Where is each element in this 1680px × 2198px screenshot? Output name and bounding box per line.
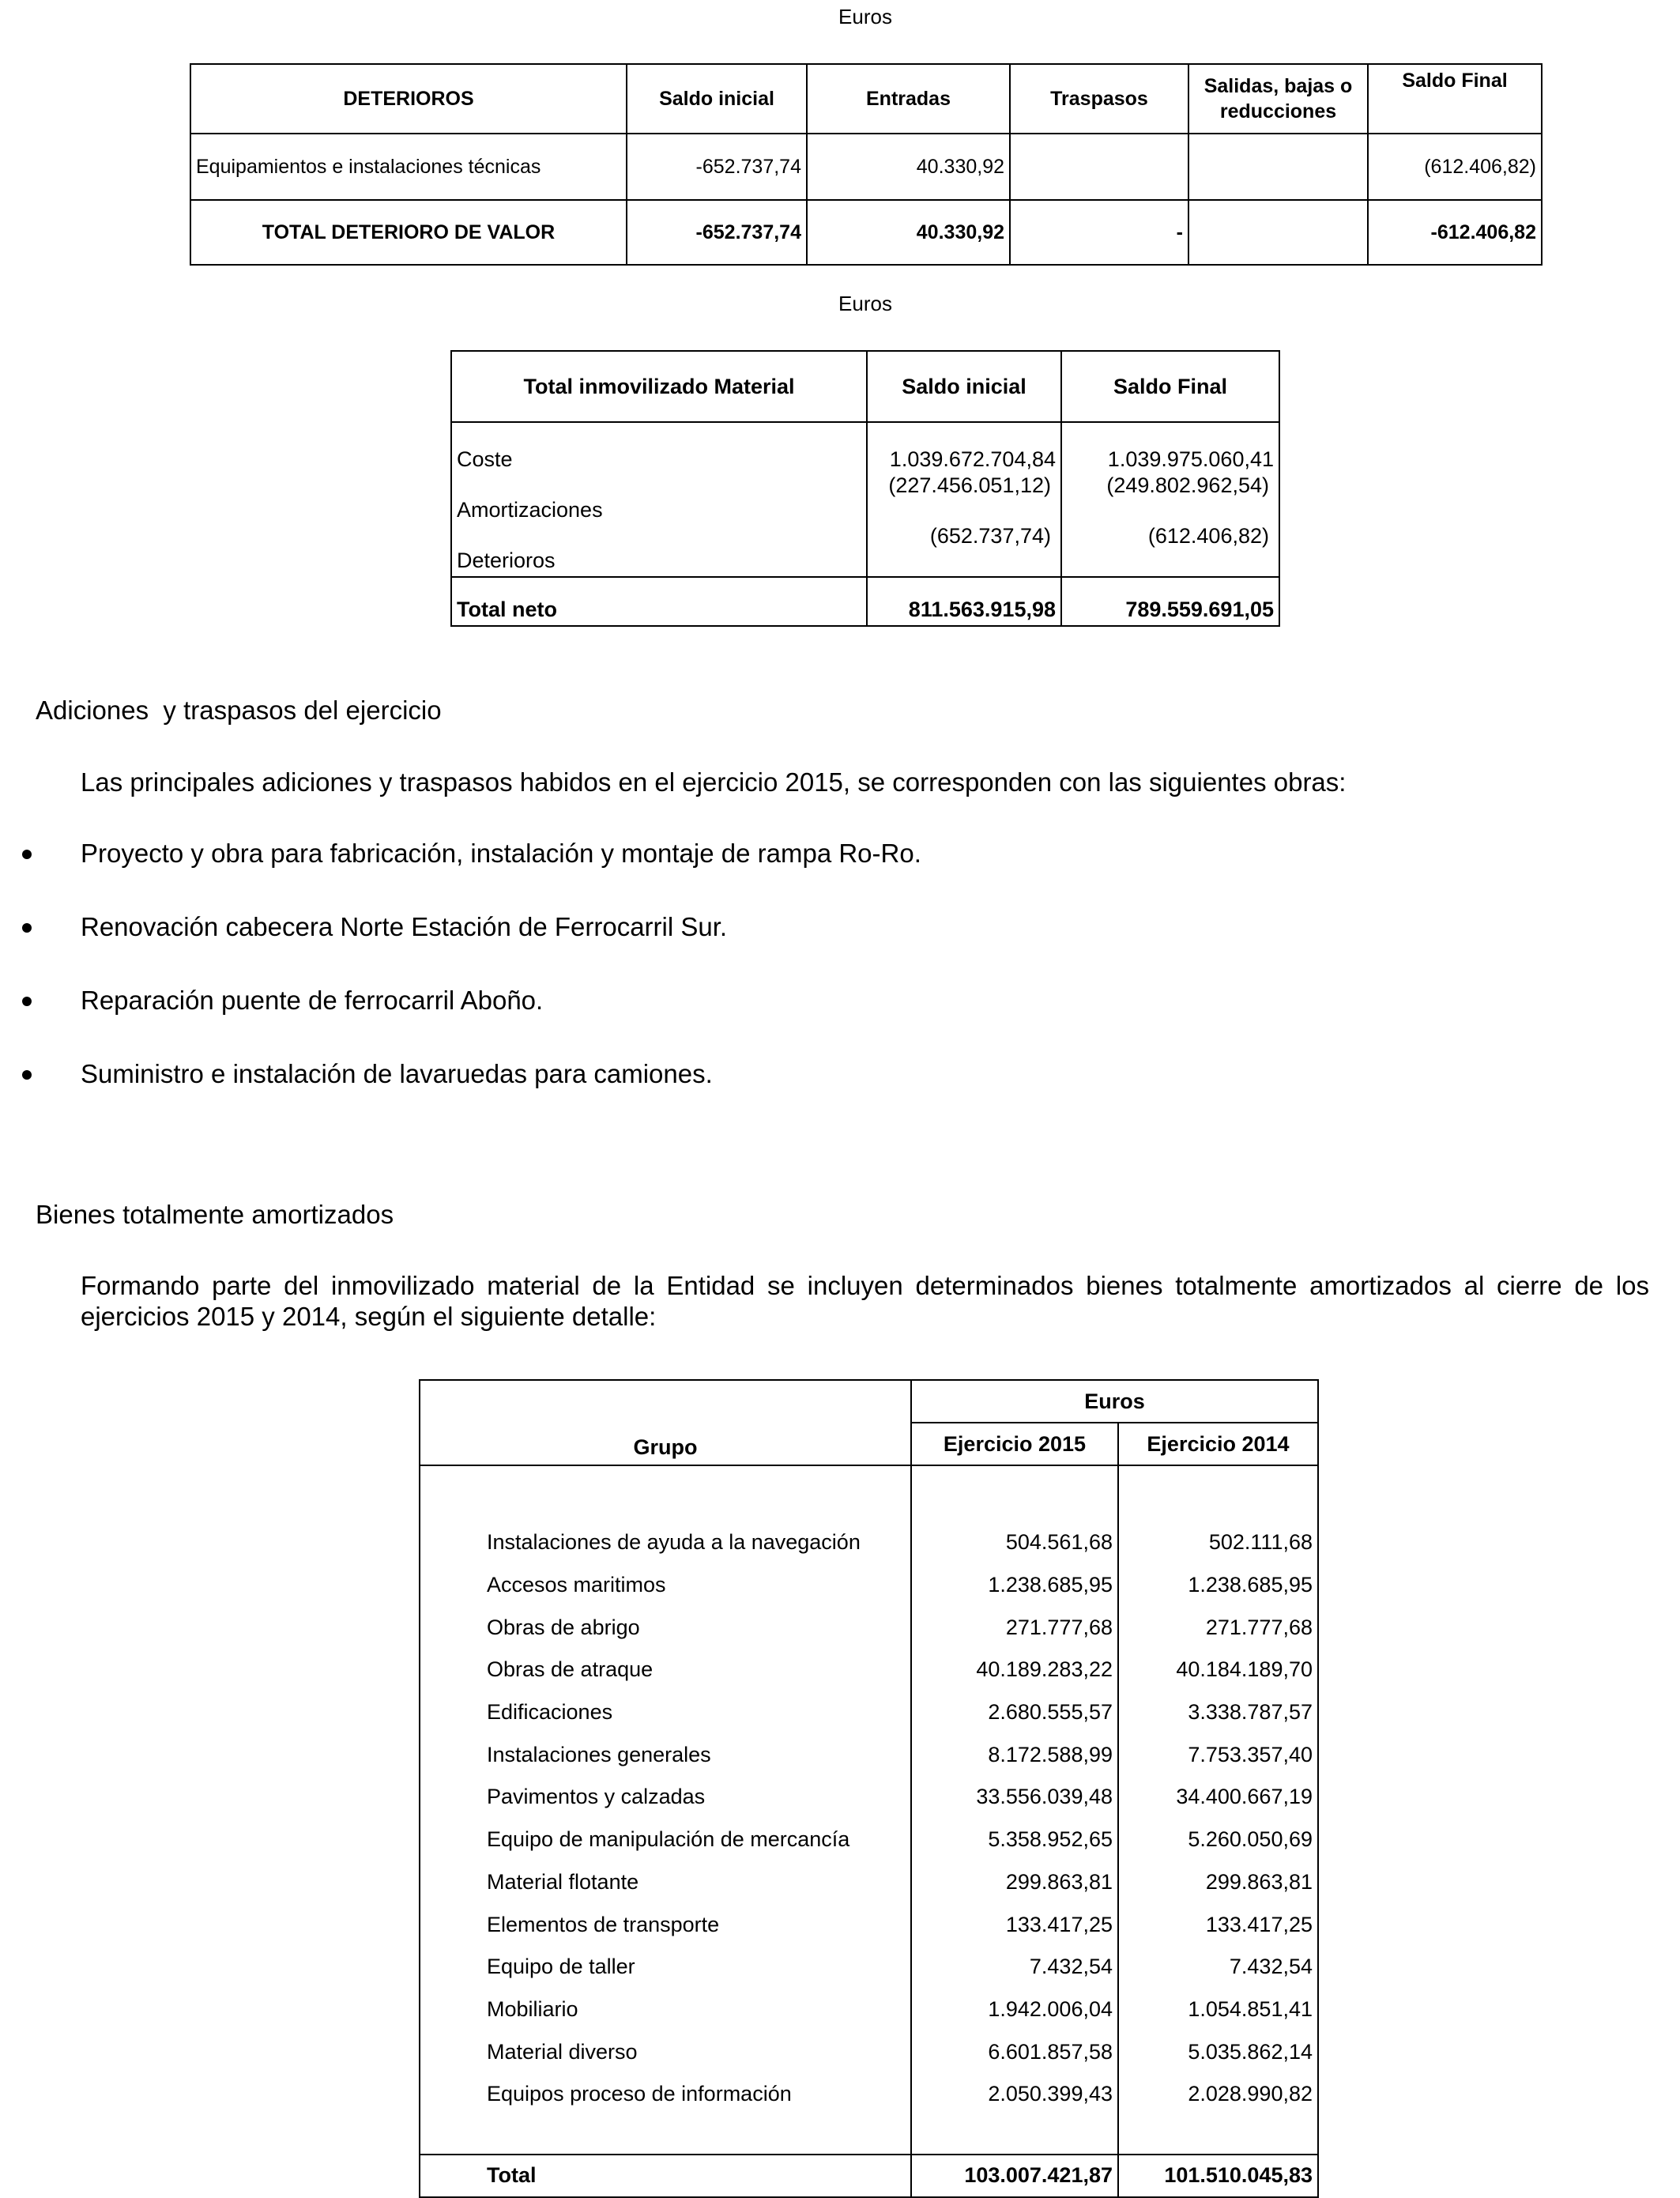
list-item-text: Reparación puente de ferrocarril Aboño. [81,986,544,1015]
cell-ejercicio-2014: 1.238.685,95 [1118,1564,1318,1607]
list-item-text: Renovación cabecera Norte Estación de Ferrocarril Sur. [81,912,728,941]
cell-saldo-final: 1.039.975.060,41 [1061,422,1279,472]
table-row [420,1903,1318,1946]
table-row [420,1691,1318,1734]
cell-entradas: 40.330,92 [807,134,1010,200]
row-label: Instalaciones generales [420,1733,911,1776]
table-row [420,1861,1318,1904]
cell-ejercicio-2014: 7.432,54 [1118,1946,1318,1989]
table-row [420,1946,1318,1989]
column-header-ejercicio-2014: Ejercicio 2014 [1118,1423,1318,1465]
row-label: Obras de atraque [420,1649,911,1691]
cell-ejercicio-2015: 1.942.006,04 [911,1989,1118,2031]
cell-saldo-final: (612.406,82) [1368,134,1542,200]
row-label: Obras de abrigo [420,1606,911,1649]
column-header-saldo-inicial: Saldo inicial [627,64,807,134]
list-item [0,911,921,985]
column-header-entradas: Entradas [807,64,1010,134]
spacer-cell [1118,2116,1318,2155]
bullet-icon [22,997,32,1006]
table-body [420,1521,1318,2116]
total-inmovilizado-table [450,350,1280,627]
row-label: Equipamientos e instalaciones técnicas [190,134,627,200]
column-header-grupo: Grupo [420,1380,911,1465]
cell-salidas [1188,134,1368,200]
column-header-saldo-final: Saldo Final [1368,64,1542,134]
cell-ejercicio-2015: 6.601.857,58 [911,2030,1118,2073]
bullet-icon [22,1070,32,1080]
cell-ejercicio-2015: 2.680.555,57 [911,1691,1118,1734]
table1-currency-label: Euros [838,5,892,28]
column-header-salidas: Salidas, bajas o reducciones [1188,64,1368,134]
total-saldo-inicial: -652.737,74 [627,200,807,265]
list-item [0,1058,921,1132]
total-saldo-final: 789.559.691,05 [1061,577,1279,626]
cell-ejercicio-2014: 7.753.357,40 [1118,1733,1318,1776]
section-heading-bienes: Bienes totalmente amortizados [36,1200,394,1229]
row-label: Instalaciones de ayuda a la navegación [420,1521,911,1564]
cell-ejercicio-2015: 271.777,68 [911,1606,1118,1649]
list-item-text: Proyecto y obra para fabricación, instalación y montaje de rampa Ro-Ro. [81,839,921,868]
table-row [420,1649,1318,1691]
table2-currency-label: Euros [838,292,892,315]
total-label: Total [420,2155,911,2197]
row-label: Coste [451,422,867,472]
cell-ejercicio-2014: 2.028.990,82 [1118,2073,1318,2116]
cell-ejercicio-2015: 504.561,68 [911,1521,1118,1564]
section-intro-bienes: Formando parte del inmovilizado material de la Entidad se incluyen determinados bienes totalmente amortizados al cierre de los ejercicios 2015 y 2014, según el siguiente detalle: [81,1271,1649,1331]
cell-ejercicio-2014: 271.777,68 [1118,1606,1318,1649]
table-row [451,422,1279,472]
cell-ejercicio-2015: 133.417,25 [911,1903,1118,1946]
obras-list [0,838,921,1132]
table-row [420,1819,1318,1861]
cell-ejercicio-2014: 1.054.851,41 [1118,1989,1318,2031]
table-row [420,1733,1318,1776]
row-label: Accesos maritimos [420,1564,911,1607]
cell-ejercicio-2014: 299.863,81 [1118,1861,1318,1904]
cell-ejercicio-2014: 34.400.667,19 [1118,1776,1318,1819]
row-label: Equipos proceso de información [420,2073,911,2116]
table-row [420,1989,1318,2031]
list-item [0,838,921,911]
table-row [420,1564,1318,1607]
cell-ejercicio-2015: 1.238.685,95 [911,1564,1118,1607]
total-entradas: 40.330,92 [807,200,1010,265]
table-row [451,522,1279,577]
bullet-icon [22,850,32,859]
total-saldo-inicial: 811.563.915,98 [867,577,1061,626]
cell-ejercicio-2014: 40.184.189,70 [1118,1649,1318,1691]
cell-ejercicio-2014: 502.111,68 [1118,1521,1318,1564]
cell-traspasos [1010,134,1188,200]
cell-ejercicio-2014: 5.260.050,69 [1118,1819,1318,1861]
row-label: Material diverso [420,2030,911,2073]
table-header-row [451,351,1279,422]
column-header-saldo-inicial: Saldo inicial [867,351,1061,422]
table-header-row [190,64,1542,134]
cell-saldo-inicial: 1.039.672.704,84 [867,422,1061,472]
total-ejercicio-2015: 103.007.421,87 [911,2155,1118,2197]
total-label: TOTAL DETERIORO DE VALOR [190,200,627,265]
total-label: Total neto [451,577,867,626]
total-traspasos: - [1010,200,1188,265]
spacer-cell [1118,1465,1318,1521]
column-header-deterioros: DETERIOROS [190,64,627,134]
list-item-text: Suministro e instalación de lavaruedas para camiones. [81,1059,713,1088]
table-spacer-row [420,2116,1318,2155]
cell-saldo-inicial: (652.737,74) [867,522,1061,577]
spacer-cell [420,1465,911,1521]
bienes-amortizados-table [419,1379,1319,2198]
cell-ejercicio-2014: 3.338.787,57 [1118,1691,1318,1734]
section-intro-adiciones: Las principales adiciones y traspasos habidos en el ejercicio 2015, se corresponden con las siguientes obras: [81,767,1347,797]
column-header-traspasos: Traspasos [1010,64,1188,134]
section-heading-adiciones: Adiciones y traspasos del ejercicio [36,696,442,725]
row-label: Mobiliario [420,1989,911,2031]
table-row [420,1521,1318,1564]
row-label: Material flotante [420,1861,911,1904]
column-header-total-inmovilizado: Total inmovilizado Material [451,351,867,422]
row-label: Elementos de transporte [420,1903,911,1946]
spacer-cell [911,2116,1118,2155]
total-row [420,2155,1318,2197]
total-salidas [1188,200,1368,265]
spacer-cell [911,1465,1118,1521]
table-header-row [420,1380,1318,1423]
row-label: Edificaciones [420,1691,911,1734]
row-label: Deterioros [451,522,867,577]
deterioros-table [190,63,1543,266]
total-saldo-final: -612.406,82 [1368,200,1542,265]
cell-saldo-inicial: (227.456.051,12) [867,472,1061,522]
row-label: Amortizaciones [451,472,867,522]
row-label: Equipo de taller [420,1946,911,1989]
total-ejercicio-2014: 101.510.045,83 [1118,2155,1318,2197]
cell-saldo-final: (612.406,82) [1061,522,1279,577]
cell-saldo-inicial: -652.737,74 [627,134,807,200]
cell-ejercicio-2015: 2.050.399,43 [911,2073,1118,2116]
cell-ejercicio-2015: 299.863,81 [911,1861,1118,1904]
column-header-euros: Euros [911,1380,1318,1423]
cell-ejercicio-2015: 5.358.952,65 [911,1819,1118,1861]
cell-ejercicio-2014: 133.417,25 [1118,1903,1318,1946]
total-row [190,200,1542,265]
cell-ejercicio-2015: 40.189.283,22 [911,1649,1118,1691]
column-header-saldo-final: Saldo Final [1061,351,1279,422]
list-item [0,985,921,1058]
row-label: Pavimentos y calzadas [420,1776,911,1819]
cell-saldo-final: (249.802.962,54) [1061,472,1279,522]
cell-ejercicio-2015: 7.432,54 [911,1946,1118,1989]
cell-ejercicio-2015: 8.172.588,99 [911,1733,1118,1776]
table-row [420,1776,1318,1819]
total-row [451,577,1279,626]
cell-ejercicio-2014: 5.035.862,14 [1118,2030,1318,2073]
bullet-icon [22,923,32,933]
table-row [420,1606,1318,1649]
cell-ejercicio-2015: 33.556.039,48 [911,1776,1118,1819]
spacer-cell [420,2116,911,2155]
table-row [420,2073,1318,2116]
row-label: Equipo de manipulación de mercancía [420,1819,911,1861]
column-header-ejercicio-2015: Ejercicio 2015 [911,1423,1118,1465]
table-row [190,134,1542,200]
table-row [451,472,1279,522]
table-row [420,2030,1318,2073]
table-spacer-row [420,1465,1318,1521]
